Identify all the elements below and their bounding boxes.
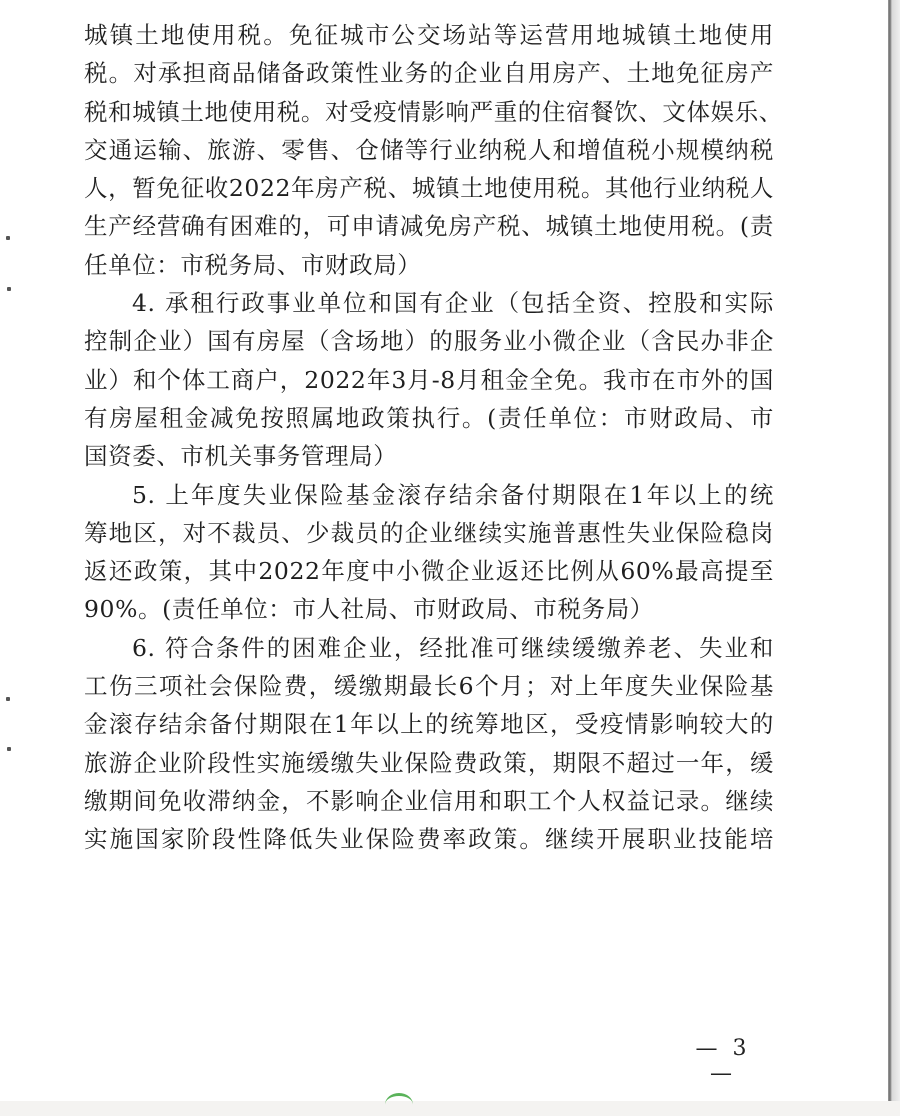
binding-hole-mark xyxy=(7,287,11,291)
seal-stamp-edge xyxy=(385,1093,413,1116)
text-line: 生产经营确有困难的，可申请减免房产税、城镇土地使用税。(责 xyxy=(84,212,774,241)
text-line: 任单位：市税务局、市财政局） xyxy=(84,250,422,279)
body-text xyxy=(84,16,783,859)
page-edge-shadow xyxy=(888,0,900,1101)
paragraph-start: 5. 上年度失业保险基金滚存结余备付期限在1年以上的统 xyxy=(132,480,774,509)
paragraph-start: 6. 符合条件的困难企业，经批准可继续缓缴养老、失业和 xyxy=(132,633,774,662)
text-line: 旅游企业阶段性实施缓缴失业保险费政策，期限不超过一年，缓 xyxy=(84,748,774,777)
text-line: 税。对承担商品储备政策性业务的企业自用房产、土地免征房产 xyxy=(84,59,774,88)
text-line: 控制企业）国有房屋（含场地）的服务业小微企业（含民办非企 xyxy=(84,327,774,356)
text-line: 有房屋租金减免按照属地政策执行。(责任单位：市财政局、市 xyxy=(84,403,774,432)
text-line: 实施国家阶段性降低失业保险费率政策。继续开展职业技能培 xyxy=(84,825,774,854)
binding-hole-mark xyxy=(6,697,10,701)
text-line: 筹地区，对不裁员、少裁员的企业继续实施普惠性失业保险稳岗 xyxy=(84,518,774,547)
text-line: 业）和个体工商户，2022年3月-8月租金全免。我市在市外的国 xyxy=(84,365,774,394)
binding-hole-mark xyxy=(6,236,10,240)
text-line: 交通运输、旅游、零售、仓储等行业纳税人和增值税小规模纳税 xyxy=(84,135,774,164)
text-line: 税和城镇土地使用税。对受疫情影响严重的住宿餐饮、文体娱乐、 xyxy=(84,97,783,126)
page-number: — 3 — xyxy=(695,1036,751,1086)
text-line: 人，暂免征收2022年房产税、城镇土地使用税。其他行业纳税人 xyxy=(84,174,774,203)
text-line: 国资委、市机关事务管理局） xyxy=(84,442,398,471)
paragraph-start: 4. 承租行政事业单位和国有企业（包括全资、控股和实际 xyxy=(132,289,774,318)
text-line: 城镇土地使用税。免征城市公交场站等运营用地城镇土地使用 xyxy=(84,21,774,49)
text-line: 缴期间免收滞纳金，不影响企业信用和职工个人权益记录。继续 xyxy=(84,786,774,815)
binding-hole-mark xyxy=(7,747,11,751)
text-line: 金滚存结余备付期限在1年以上的统筹地区，受疫情影响较大的 xyxy=(84,710,774,739)
text-line: 90%。(责任单位：市人社局、市财政局、市税务局） xyxy=(84,595,654,624)
text-line: 返还政策，其中2022年度中小微企业返还比例从60%最高提至 xyxy=(84,557,774,586)
text-line: 工伤三项社会保险费，缓缴期最长6个月；对上年度失业保险基 xyxy=(84,672,774,701)
